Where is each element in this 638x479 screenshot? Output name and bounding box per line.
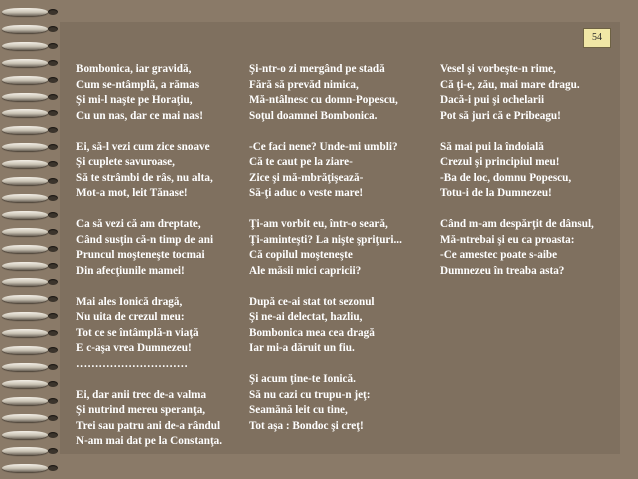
verse-line: Dacă-i pui şi ochelarii [440,94,545,106]
verse-line: Să-ţi aduc o veste mare! [249,187,364,199]
binding-ring-icon [2,211,60,219]
stanza [249,217,402,279]
verse-line: Fără să prevăd nimica, [249,78,359,91]
verse-line: Tot ce se întâmplă-n viaţă [76,326,199,339]
binding-ring-icon [2,76,60,84]
verse-line: Că ţi-e, zău, mai mare dragu. [440,78,580,91]
verse-line: Şi ne-ai delectat, hazliu, [249,311,363,323]
verse-line: Crezul şi principiul meu! [440,156,560,168]
verse-line: Mot-a mot, leit Tănase! [76,187,188,199]
binding-ring-icon [2,447,60,455]
verse-line: Mă-ntrebai şi eu ca proasta: [440,233,575,246]
stanza [249,295,402,357]
binding-ring-icon [2,42,60,50]
binding-ring-icon [2,346,60,354]
binding-ring-icon [2,194,60,202]
verse-line: Ţi-aminteşti? La nişte şpriţuri... [249,233,402,246]
verse-line: N-am mai dat pe la Constanţa. [76,435,223,447]
verse-line: Ei, să-l vezi cum zice snoave [76,140,210,153]
verse-line: Bombonica mea cea dragă [249,326,375,339]
stanza [440,217,594,279]
binding-ring-icon [2,262,60,270]
binding-ring-icon [2,329,60,337]
binding-ring-icon [2,25,60,33]
verse-line: După ce-ai stat tot sezonul [249,295,375,308]
verse-line: Ca să vezi că am dreptate, [76,218,201,230]
verse-line: Cum se-ntâmplă, a rămas [76,78,200,91]
verse-line: Să te strâmbi de râs, nu alta, [76,171,213,184]
binding-ring-icon [2,295,60,303]
stanza [76,62,222,124]
binding-ring-icon [2,414,60,422]
verse-line: Ale măsii mici capricii? [249,264,362,277]
verse-line: Tot aşa : Bondoc şi creţ! [249,419,364,432]
binding-ring-icon [2,464,60,472]
verse-line: Seamănă leit cu tine, [249,404,348,416]
binding-ring-icon [2,380,60,388]
binding-ring-icon [2,278,60,286]
binding-ring-icon [2,228,60,236]
verse-line: Şi nutrind mereu speranţa, [76,404,206,416]
binding-ring-icon [2,93,60,101]
verse-line: Bombonica, iar gravidă, [76,63,192,75]
verse-line: Ei, dar anii trec de-a valma [76,388,207,401]
verse-line: Trei sau patru ani de-a rândul [76,419,221,432]
verse-line: Mă-ntâlnesc cu domn-Popescu, [249,94,398,106]
verse-line: Totu-i de la Dumnezeu! [440,187,552,199]
stanza [249,140,402,202]
page-number: 54 [583,28,611,48]
stanza [249,372,402,434]
verse-line: Vesel şi vorbeşte-n rime, [440,63,556,75]
stanza [76,217,222,279]
stanza [76,140,222,202]
verse-line: -Ce amestec poate s-aibe [440,249,558,261]
poem-column-1 [76,62,222,465]
binding-ring-icon [2,109,60,117]
verse-line: Pot să juri că e Pribeagu! [440,109,561,122]
stanza [440,140,594,202]
binding-ring-icon [2,431,60,439]
verse-line: Să mai pui la îndoială [440,140,544,153]
binding-ring-icon [2,59,60,67]
stanza [76,388,222,450]
verse-line: Când susţin că-n timp de ani [76,233,214,246]
verse-line: Dumnezeu în treaba asta? [440,264,565,277]
binding-ring-icon [2,312,60,320]
verse-line: E c-aşa vrea Dumnezeu! [76,342,192,354]
binding-ring-icon [2,397,60,405]
verse-line: Şi cuplete savuroase, [76,156,175,168]
binding-ring-icon [2,126,60,134]
verse-line: Din afecţiunile mamei! [76,264,185,277]
verse-line: -Ce faci nene? Unde-mi umbli? [249,140,398,153]
verse-line: Şi acum ţine-te Ionică. [249,373,356,385]
binding-ring-icon [2,160,60,168]
verse-line: Nu uita de crezul meu: [76,311,185,323]
stanza [76,295,222,373]
verse-line: ………………………… [76,357,188,370]
spiral-binding [0,0,64,479]
verse-line: Soţul doamnei Bombonica. [249,109,378,122]
binding-ring-icon [2,245,60,253]
verse-line: Mai ales Ionică dragă, [76,295,183,308]
binding-ring-icon [2,8,60,16]
verse-line: Şi mi-l naşte pe Horaţiu, [76,94,193,106]
verse-line: Iar mi-a dăruit un fiu. [249,342,355,354]
verse-line: Când m-am despărţit de dânsul, [440,218,594,230]
poem-column-2 [249,62,402,450]
poem-column-3 [440,62,594,295]
verse-line: Pruncul moşteneşte tocmai [76,249,205,261]
verse-line: Şi-ntr-o zi mergând pe stadă [249,63,385,75]
binding-ring-icon [2,143,60,151]
verse-line: Că te caut pe la ziare- [249,156,353,168]
binding-ring-icon [2,363,60,371]
binding-ring-icon [2,177,60,185]
verse-line: Ţi-am vorbit eu, într-o seară, [249,218,388,230]
verse-line: -Ba de loc, domnu Popescu, [440,171,572,184]
stanza [440,62,594,124]
verse-line: Zice şi mă-mbrăţişează- [249,171,364,184]
verse-line: Să nu cazi cu trupu-n jeţ: [249,388,371,401]
stanza [249,62,402,124]
verse-line: Că copilul moşteneşte [249,249,353,261]
verse-line: Cu un nas, dar ce mai nas! [76,109,203,122]
